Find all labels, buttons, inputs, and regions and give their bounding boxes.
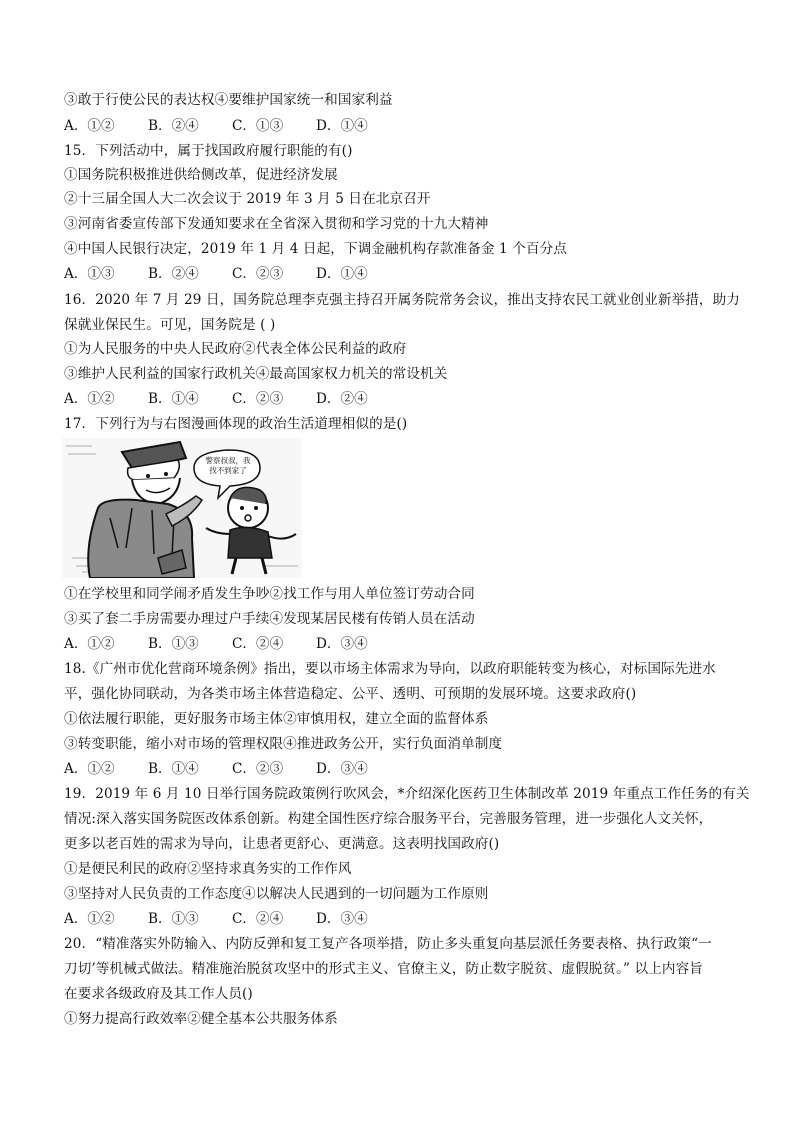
q19-statements-1: ①是便民利民的政府②坚持求真务实的工作作风	[64, 861, 352, 877]
q17-option-a: A．①②	[64, 636, 115, 652]
q18-statements-1: ①依法履行职能，更好服务市场主体②审慎用权，建立全面的监督体系	[64, 711, 489, 727]
q19-option-d: D．③④	[316, 911, 368, 927]
q17-stem: 17．下列行为与右图漫画体现的政治生活道理相似的是()	[64, 416, 408, 432]
q17-option-b: B．①③	[148, 636, 199, 652]
q18-stem-line-2: 平，强化协同联动，为各类市场主体营造稳定、公平、透明、可预期的发展环境。这要求政府()	[64, 686, 637, 702]
q18-option-b: B．①④	[148, 761, 199, 777]
q17-statements-2: ③买了套二手房需要办理过户手续④发现某居民楼有传销人员在活动	[64, 611, 475, 627]
q20-stem-line-2: 刀切’等机械式做法。精准施治脱贫攻坚中的形式主义、官僚主义，防止数字脱贫、虚假脱贫。” 以上内容旨	[64, 961, 704, 977]
q18-statements-2: ③转变职能，缩小对市场的管理权限④推进政务公开，实行负面消单制度	[64, 736, 503, 752]
q16-option-d: D．②④	[316, 391, 368, 407]
q15-option-a: A．①③	[64, 266, 115, 282]
q18-stem-line-1: 18.《广州市优化营商环境条例》指出，要以市场主体需求为导向，以政府职能转变为核心，对标国际先进水	[64, 661, 716, 677]
q17-statements-1: ①在学校里和同学闹矛盾发生争吵②找工作与用人单位签订劳动合同	[64, 586, 475, 602]
q17-option-c: C．②④	[232, 636, 284, 652]
q15-option-d: D．①④	[316, 266, 368, 282]
q15-stem: 15．下列活动中，属于找国政府履行职能的有()	[64, 143, 353, 159]
cartoon-speech-line-2: 找不到家了	[209, 466, 247, 475]
q18-option-a: A．①②	[64, 761, 115, 777]
q15-statement-1: ①国务院积极推进供给侧改革，促进经济发展	[64, 167, 338, 183]
q16-statements-2: ③维护人民利益的国家行政机关④最高国家权力机关的常设机关	[64, 366, 448, 382]
q20-statements-1: ①努力提高行政效率②健全基本公共服务体系	[64, 1011, 338, 1027]
q19-stem-line-2: 情况:深入落实国务院医改体系创新。构建全国性医疗综合服务平台，完善服务管理，进一步强化人文关怀，	[64, 811, 713, 827]
q20-stem-line-3: 在要求各级政府及其工作人员()	[64, 986, 253, 1002]
q15-option-c: C．②③	[232, 266, 284, 282]
q16-stem-line-1: 16．2020 年 7 月 29 日，国务院总理李克强主持召开属务院常务会议，推出支持农民工就业创业新举措，助力	[64, 292, 740, 308]
cartoon-speech-line-1: 警察叔叔，我	[205, 456, 251, 465]
q18-option-d: D．③④	[316, 761, 368, 777]
q14-option-b: B．②④	[148, 118, 199, 134]
cartoon-speech-bubble	[196, 456, 260, 476]
q18-option-c: C．②③	[232, 761, 284, 777]
q16-statements-1: ①为人民服务的中央人民政府②代表全体公民利益的政府	[64, 341, 407, 357]
q17-option-d: D．③④	[316, 636, 368, 652]
q14-option-a: A．①②	[64, 118, 115, 134]
q16-option-b: B．①④	[148, 391, 199, 407]
q19-statements-2: ③坚持对人民负责的工作态度④以解决人民遇到的一切问题为工作原则	[64, 886, 489, 902]
q14-statements-2: ③敢于行使公民的表达权④要维护国家统一和国家利益	[64, 92, 393, 108]
q19-stem-line-3: 更多以老百姓的需求为导向，让患者更舒心、更满意。这表明找国政府()	[64, 836, 500, 852]
q19-stem-line-1: 19．2019 年 6 月 10 日举行国务院政策例行吹风会，*介绍深化医药卫生体制改革 2019 年重点工作任务的有关	[64, 786, 750, 802]
q20-stem-line-1: 20．“精准落实外防输入、内防反弹和复工复产各项举措，防止多头重复向基层派任务要表格、执行政策“一	[64, 936, 712, 952]
q16-option-a: A．①②	[64, 391, 115, 407]
q15-statement-4: ④中国人民银行决定，2019 年 1 月 4 日起，下调金融机构存款准备金 1 个百分点	[64, 241, 567, 257]
q17-cartoon-image	[62, 438, 302, 578]
q19-option-a: A．①②	[64, 911, 115, 927]
q16-option-c: C．②③	[232, 391, 284, 407]
q15-option-b: B．②④	[148, 266, 199, 282]
q19-option-c: C．②④	[232, 911, 284, 927]
q15-statement-2: ②十三届全国人大二次会议于 2019 年 3 月 5 日在北京召开	[64, 191, 431, 207]
q19-option-b: B．①③	[148, 911, 199, 927]
q14-option-d: D．①④	[316, 118, 368, 134]
q14-option-c: C．①③	[232, 118, 284, 134]
q16-stem-line-2: 保就业保民生。可见，国务院是 ( )	[64, 317, 276, 333]
q15-statement-3: ③河南省委宣传部下发通知要求在全省深入贯彻和学习党的十九大精神	[64, 216, 489, 232]
